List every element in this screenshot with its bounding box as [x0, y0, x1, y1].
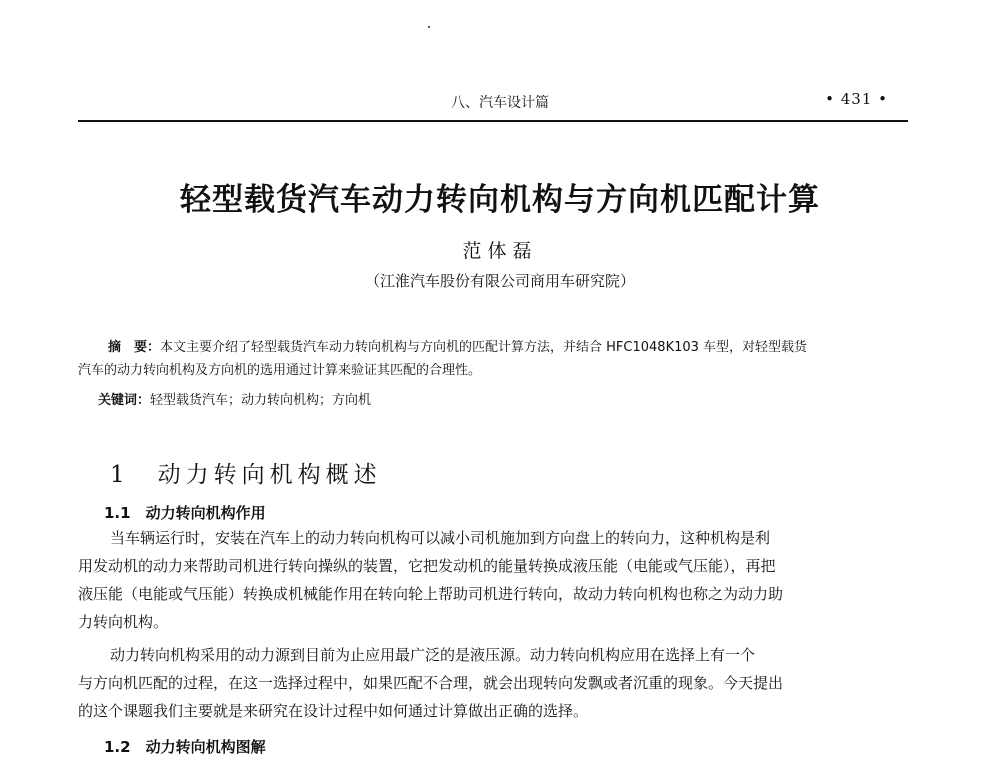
paragraph-1-line-2: 用发动机的动力来帮助司机进行转向操纵的装置，它把发动机的能量转换成液压能（电能或气压能），再把	[78, 557, 776, 575]
author-affiliation: （江淮汽车股份有限公司商用车研究院）	[364, 272, 635, 290]
header-rule	[78, 120, 908, 122]
paper-title: 轻型载货汽车动力转向机构与方向机匹配计算	[180, 182, 820, 218]
abstract-line-1	[108, 337, 918, 359]
paragraph-2-line-1: 动力转向机构采用的动力源到目前为止应用最广泛的是液压源。动力转向机构应用在选择上有一个	[110, 646, 756, 664]
abstract-text-1: 本文主要介绍了轻型载货汽车动力转向机构与方向机的匹配计算方法，并结合 HFC1048K103 车型，对轻型载货	[160, 340, 808, 355]
scan-speck	[428, 26, 430, 28]
subsection-1-2-title: 1.2 动力转向机构图解	[104, 738, 266, 756]
author-name: 范体磊	[462, 240, 538, 262]
keywords-label: 关键词：	[98, 393, 151, 408]
subsection-1-1-title: 1.1 动力转向机构作用	[104, 504, 266, 522]
paragraph-1-line-1: 当车辆运行时，安装在汽车上的动力转向机构可以减小司机施加到方向盘上的转向力，这种机构是利	[110, 529, 771, 547]
abstract-label: 摘 要：	[108, 340, 161, 355]
paragraph-2-line-2: 与方向机匹配的过程，在这一选择过程中，如果匹配不合理，就会出现转向发飘或者沉重的现象。今天提出	[78, 674, 784, 692]
section-1-title: 1 动力转向机构概述	[110, 462, 382, 488]
running-header-section: 八、汽车设计篇	[451, 95, 549, 111]
keywords-line	[98, 390, 371, 412]
paragraph-1-line-3: 液压能（电能或气压能）转换成机械能作用在转向轮上帮助司机进行转向，故动力转向机构也称之为动力助	[78, 585, 784, 603]
paragraph-2-line-3: 的这个课题我们主要就是来研究在设计过程中如何通过计算做出正确的选择。	[78, 702, 589, 720]
abstract-line-2: 汽车的动力转向机构及方向机的选用通过计算来验证其匹配的合理性。	[78, 363, 482, 378]
keywords-text: 轻型载货汽车；动力转向机构；方向机	[150, 393, 372, 408]
page-number: • 431 •	[825, 90, 888, 108]
paragraph-1-line-4: 力转向机构。	[78, 613, 169, 631]
